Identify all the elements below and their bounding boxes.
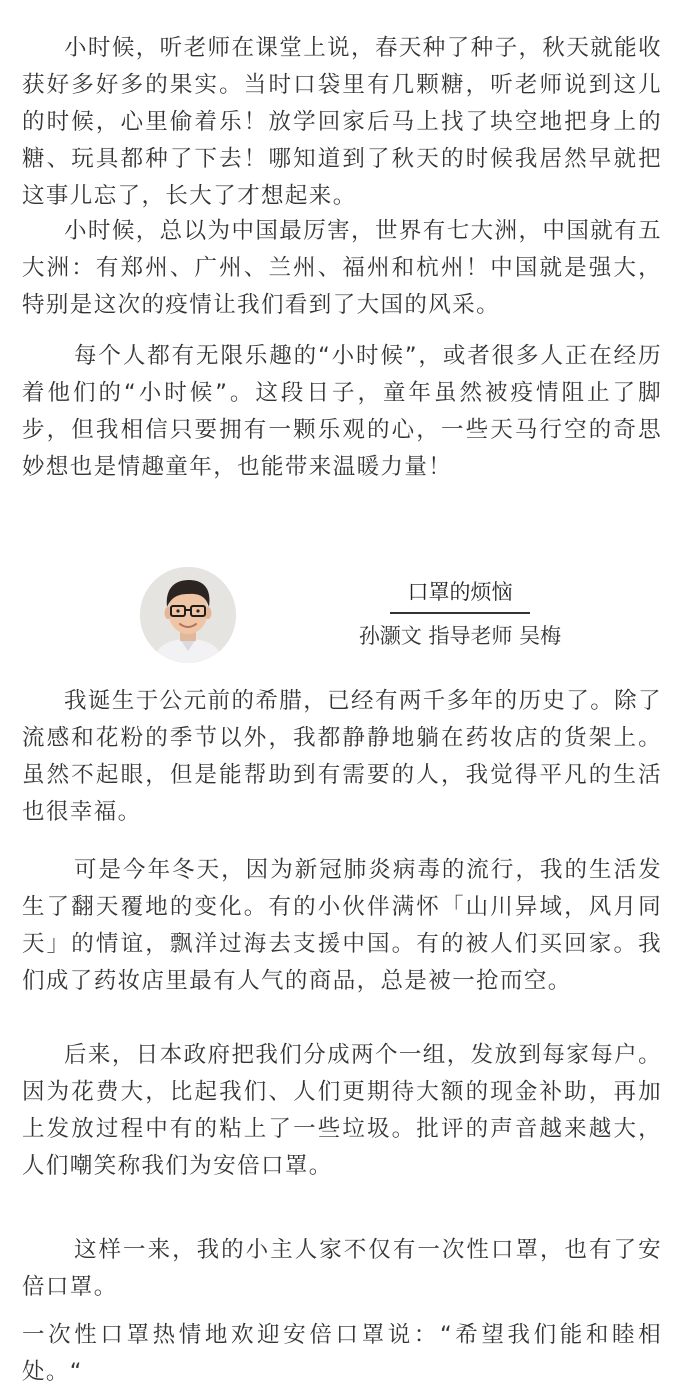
article-paragraph-winter-change: 可是今年冬天，因为新冠肺炎病毒的流行，我的生活发生了翻天覆地的变化。有的小伙伴满怀「山川异域，风月同天」的情谊，飘洋过海去支援中国。有的被人们买回家。我们成了药妆店里最有人气的商品，总是被一抢而空。 xyxy=(22,857,662,994)
article-paragraph-childhood-seeds: 小时候，听老师在课堂上说，春天种了种子，秋天就能收获好多好多的果实。当时口袋里有几颗糖，听老师说到这儿的时候，心里偷着乐！放学回家后马上找了块空地把身上的糖、玩具都种了下去！哪知道到了秋天的时候我居然早就把这事儿忘了，长大了才想起来。 xyxy=(22,35,662,209)
article-paragraph-two-masks: 这样一来，我的小主人家不仅有一次性口罩，也有了安倍口罩。 xyxy=(22,1237,662,1300)
article-paragraph-abe-masks: 后来，日本政府把我们分成两个一组，发放到每家每户。因为花费大，比起我们、人们更期待大额的现金补助，再加上发放过程中有的粘上了一些垃圾。批评的声音越来越大，人们嘲笑称我们为安倍口罩。 xyxy=(22,1042,662,1179)
article-paragraph-welcome: 一次性口罩热情地欢迎安倍口罩说：“希望我们能和睦相处。“ xyxy=(22,1322,662,1385)
author-portrait-icon xyxy=(140,567,236,663)
author-byline: 孙灏文 指导老师 吴梅 xyxy=(358,624,562,648)
article-paragraph-five-continents: 小时候，总以为中国最厉害，世界有七大洲，中国就有五大洲：有郑州、广州、兰州、福州和杭州！中国就是强大，特别是这次的疫情让我们看到了大国的风采。 xyxy=(22,218,662,318)
article-paragraph-origin: 我诞生于公元前的希腊，已经有两千多年的历史了。除了流感和花粉的季节以外，我都静静地躺在药妆店的货架上。虽然不起眼，但是能帮助到有需要的人，我觉得平凡的生活也很幸福。 xyxy=(22,688,662,825)
article-header xyxy=(0,560,680,670)
author-avatar xyxy=(140,567,236,663)
article-paragraph-childhood-conclusion: 每个人都有无限乐趣的“小时候”，或者很多人正在经历着他们的“小时候”。这段日子，童年虽然被疫情阻止了脚步，但我相信只要拥有一颗乐观的心，一些天马行空的奇思妙想也是情趣童年，也能带来温暖力量！ xyxy=(22,343,662,480)
article-title: 口罩的烦恼 xyxy=(390,576,530,614)
